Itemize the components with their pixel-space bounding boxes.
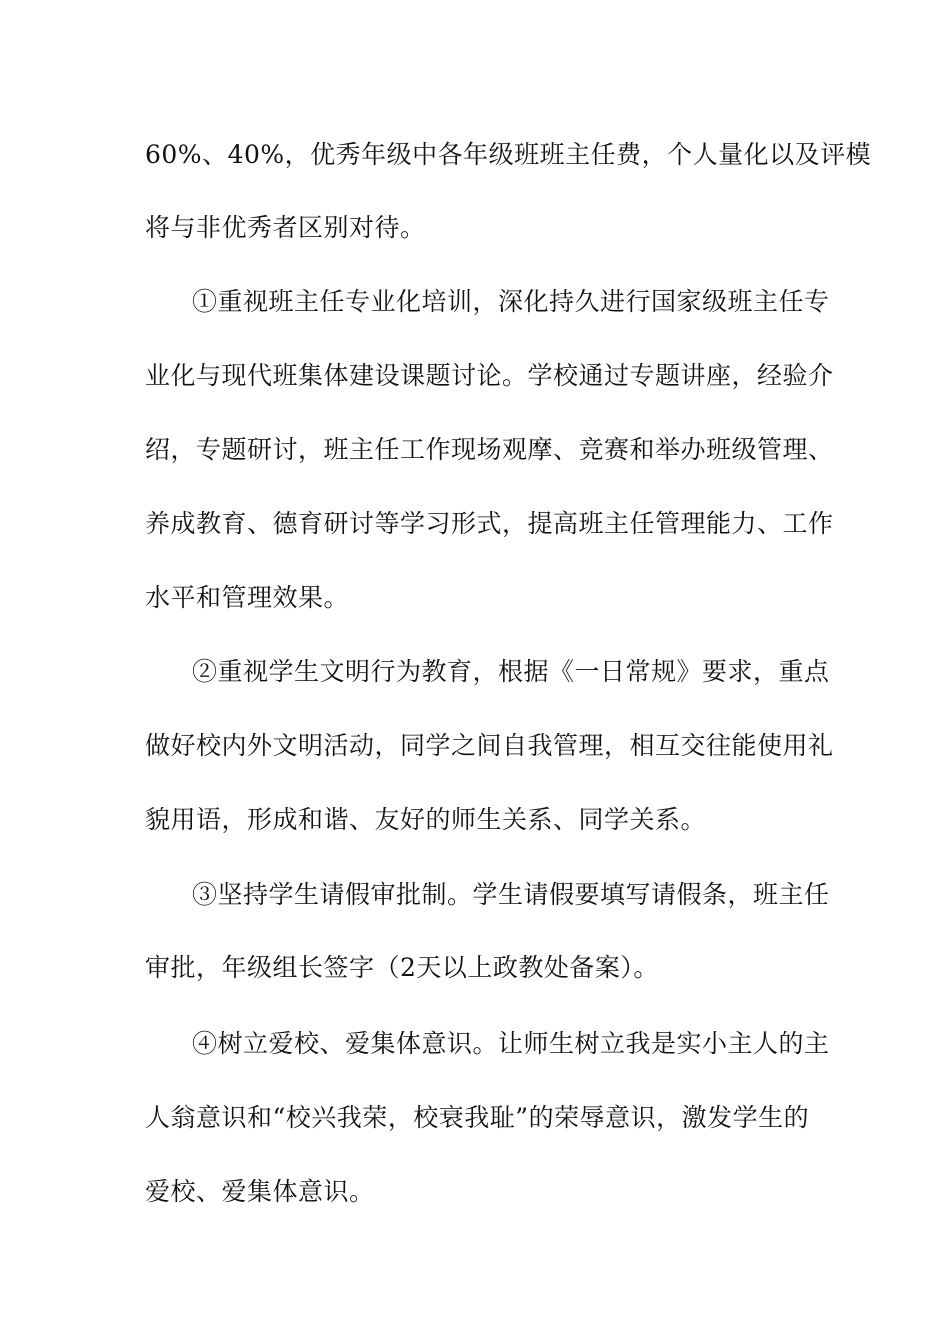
text-line: 业化与现代班集体建设课题讨论。学校通过专题讲座，经验介 <box>145 361 834 390</box>
text-line: 人翁意识和“校兴我荣，校衰我耻”的荣辱意识，激发学生的 <box>145 1103 810 1132</box>
text-line: 做好校内外文明活动，同学之间自我管理，相互交往能使用礼 <box>145 731 834 760</box>
text-line: 60%、40%，优秀年级中各年级班班主任费，个人量化以及评模 <box>145 140 872 169</box>
text-line: 养成教育、德育研讨等学习形式，提高班主任管理能力、工作 <box>145 509 834 538</box>
paragraph-start-line: ③坚持学生请假审批制。学生请假要填写请假条，班主任 <box>192 880 830 909</box>
text-line: 貌用语，形成和谐、友好的师生关系、同学关系。 <box>145 805 707 834</box>
text-line: 水平和管理效果。 <box>145 583 350 612</box>
text-line: 审批，年级组长签字（2天以上政教处备案）。 <box>145 953 659 982</box>
text-line: 爱校、爱集体意识。 <box>145 1177 375 1206</box>
text-line: 将与非优秀者区别对待。 <box>145 213 426 242</box>
paragraph-start-line: ②重视学生文明行为教育，根据《一日常规》要求，重点 <box>192 657 830 686</box>
text-line: 绍，专题研讨，班主任工作现场观摩、竞赛和举办班级管理、 <box>145 435 834 464</box>
paragraph-start-line: ④树立爱校、爱集体意识。让师生树立我是实小主人的主 <box>192 1029 830 1058</box>
paragraph-start-line: ①重视班主任专业化培训，深化持久进行国家级班主任专 <box>192 287 830 316</box>
